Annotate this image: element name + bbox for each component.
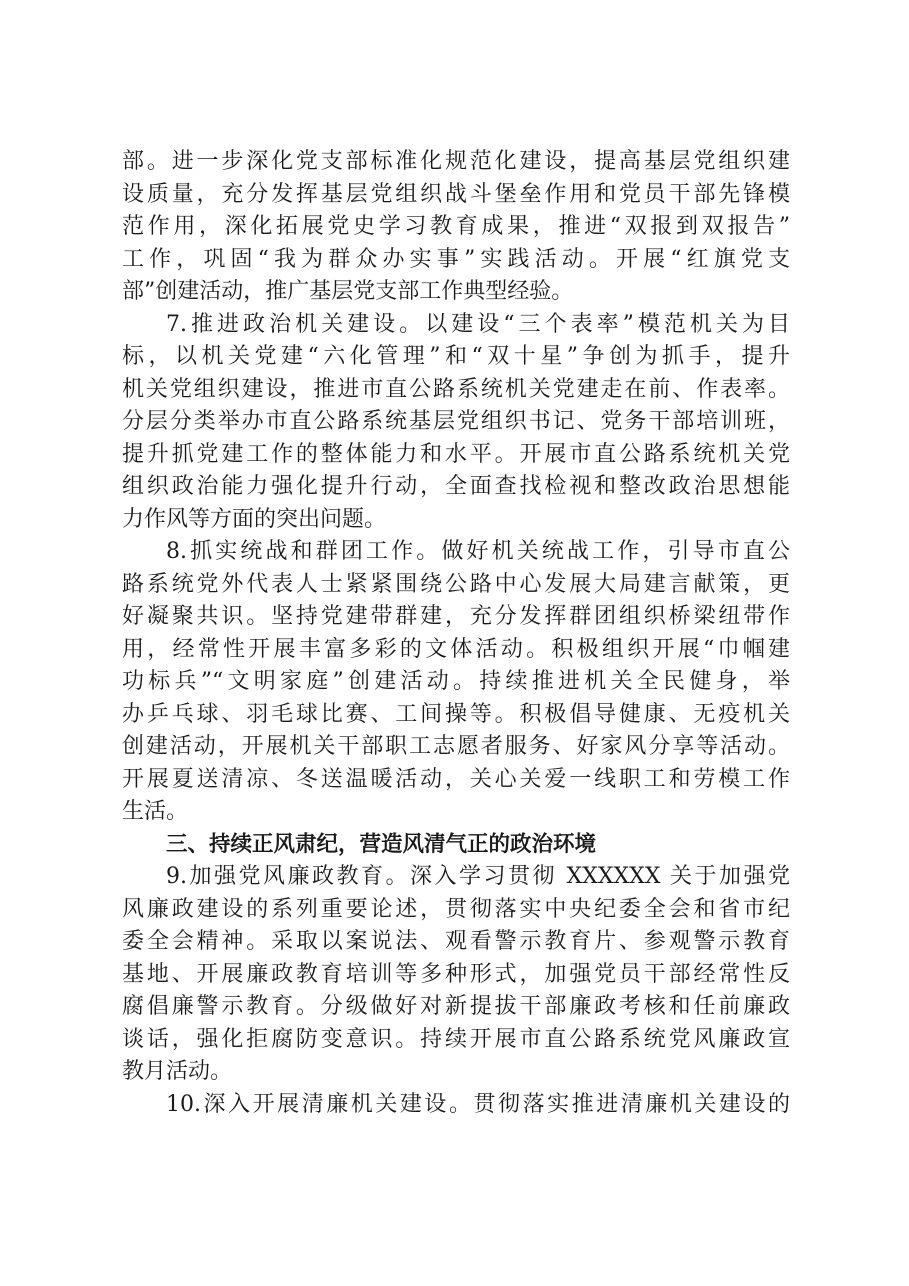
text-line: 提升抓党建工作的整体能力和水平。开展市直公路系统机关党 [122, 441, 790, 467]
text-line: 分层分类举办市直公路系统基层党组织书记、党务干部培训班， [122, 409, 790, 434]
text-line: 生活。 [122, 799, 189, 824]
text-line: 力作风等方面的突出问题。 [122, 506, 387, 532]
text-line: 部。进一步深化党支部标准化规范化建设，提高基层党组织建 [122, 149, 790, 174]
text-line: 办乒乓球、羽毛球比赛、工间操等。积极倡导健康、无疫机关 [122, 701, 790, 727]
document-body [122, 146, 790, 1121]
paragraph-7-start: 7.推进政治机关建设。以建设“三个表率”模范机关为目 [166, 311, 790, 337]
text-line: 部”创建活动，推广基层党支部工作典型经验。 [122, 279, 574, 304]
paragraph-9-start: 9.加强党风廉政教育。深入学习贯彻 XXXXXX 关于加强党 [166, 864, 790, 889]
text-line: 组织政治能力强化提升行动，全面查找检视和整改政治思想能 [122, 474, 790, 499]
text-line: 创建活动，开展机关干部职工志愿者服务、好家风分享等活动。 [122, 734, 790, 759]
text-line: 风廉政建设的系列重要论述，贯彻落实中央纪委全会和省市纪 [122, 896, 790, 922]
text-line: 范作用，深化拓展党史学习教育成果，推进“双报到双报告” [122, 214, 790, 239]
text-line: 标，以机关党建“六化管理”和“双十星”争创为抓手，提升 [122, 344, 790, 369]
text-line: 教月活动。 [122, 1059, 233, 1084]
text-line: 基地、开展廉政教育培训等多种形式，加强党员干部经常性反 [122, 961, 790, 987]
text-line: 路系统党外代表人士紧紧围绕公路中心发展大局建言献策，更 [122, 571, 790, 597]
text-line: 设质量，充分发挥基层党组织战斗堡垒作用和党员干部先锋模 [122, 181, 790, 207]
paragraph-10-start: 10.深入开展清廉机关建设。贯彻落实推进清廉机关建设的 [166, 1091, 790, 1117]
text-line: 开展夏送清凉、冬送温暖活动，关心关爱一线职工和劳模工作 [122, 766, 790, 792]
text-line: 机关党组织建设，推进市直公路系统机关党建走在前、作表率。 [122, 376, 790, 402]
text-line: 用，经常性开展丰富多彩的文体活动。积极组织开展“巾帼建 [122, 636, 790, 662]
text-line: 功标兵”“文明家庭”创建活动。持续推进机关全民健身，举 [122, 669, 790, 694]
text-line: 腐倡廉警示教育。分级做好对新提拔干部廉政考核和任前廉政 [122, 994, 790, 1019]
text-line: 委全会精神。采取以案说法、观看警示教育片、参观警示教育 [122, 929, 790, 954]
text-line: 谈话，强化拒腐防变意识。持续开展市直公路系统党风廉政宣 [122, 1026, 790, 1052]
paragraph-8-start: 8.抓实统战和群团工作。做好机关统战工作，引导市直公 [166, 539, 790, 564]
section-heading: 三、持续正风肃纪，营造风清气正的政治环境 [166, 831, 597, 857]
text-line: 好凝聚共识。坚持党建带群建，充分发挥群团组织桥梁纽带作 [122, 604, 790, 629]
text-line: 工作，巩固“我为群众办实事”实践活动。开展“红旗党支 [122, 246, 790, 272]
